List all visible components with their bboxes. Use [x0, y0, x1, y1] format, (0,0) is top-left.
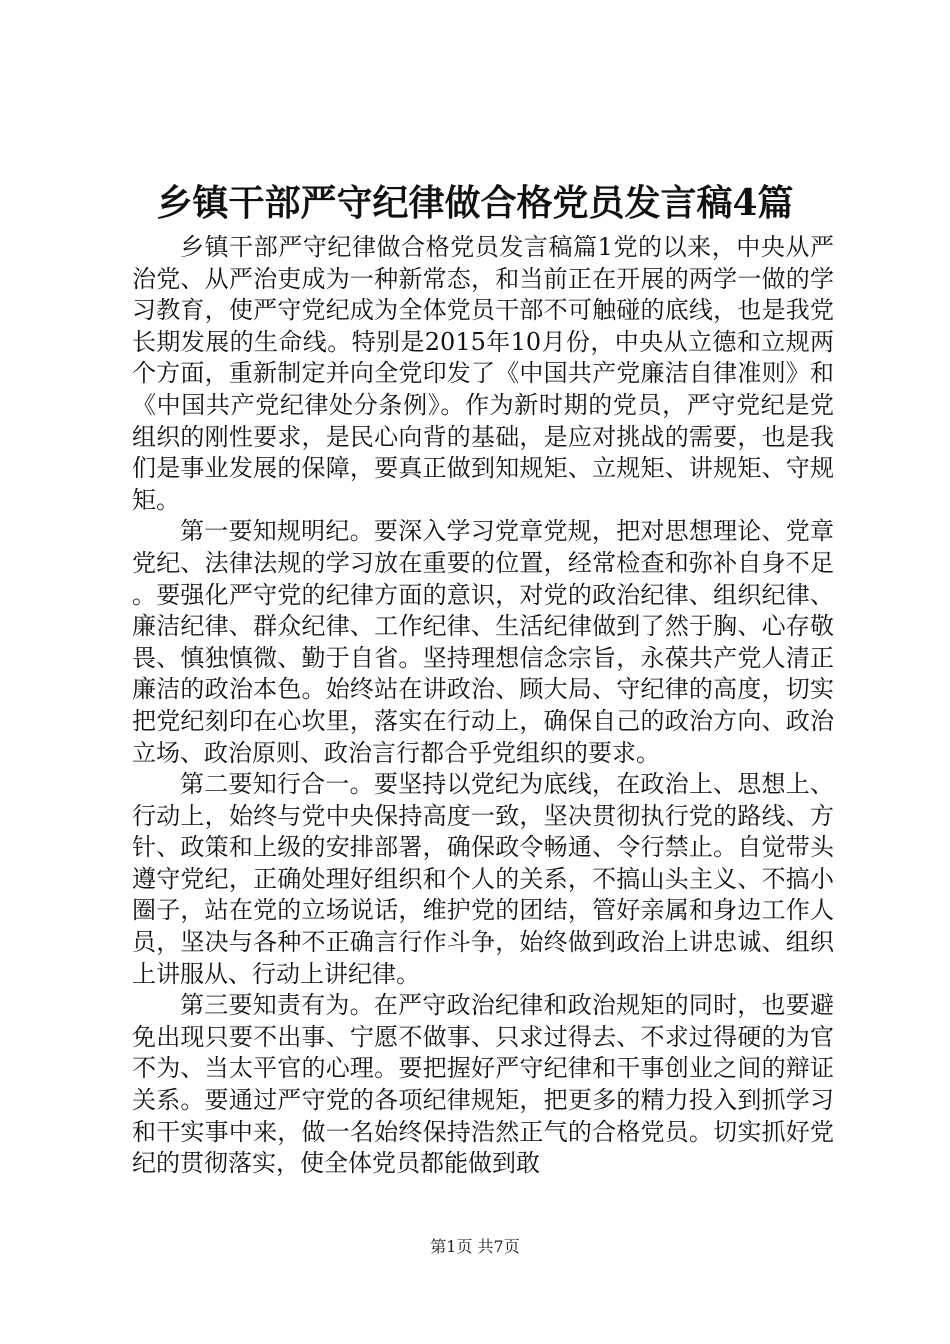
paragraph-3: 第二要知行合一。要坚持以党纪为底线，在政治上、思想上、行动上，始终与党中央保持高度一致，坚决贯彻执行党的路线、方针、政策和上级的安排部署，确保政令畅通、令行禁止。自觉带头遵守党纪，正确处理好组织和个人的关系，不搞山头主义、不搞小圈子，站在党的立场说话，维护党的团结，管好亲属和身边工作人员，坚决与各种不正确言行作斗争，始终做到政治上讲忠诚、组织上讲服从、行动上讲纪律。: [132, 770, 834, 988]
document-body: [132, 232, 834, 1180]
page-footer: 第1页 共7页: [430, 1237, 520, 1256]
paragraph-1: 乡镇干部严守纪律做合格党员发言稿篇1党的以来，中央从严治党、从严治吏成为一种新常态，和当前正在开展的两学一做的学习教育，使严守党纪成为全体党员干部不可触碰的底线，也是我党长期发展的生命线。特别是2015年10月份，中央从立德和立规两个方面，重新制定并向全党印发了《中国共产党廉洁自律准则》和《中国共产党纪律处分条例》。作为新时期的党员，严守党纪是党组织的刚性要求，是民心向背的基础，是应对挑战的需要，也是我们是事业发展的保障，要真正做到知规矩、立规矩、讲规矩、守规矩。: [132, 233, 834, 514]
document-title: 乡镇干部严守纪律做合格党员发言稿4篇: [156, 182, 794, 224]
paragraph-4: 第三要知责有为。在严守政治纪律和政治规矩的同时，也要避免出现只要不出事、宁愿不做事、只求过得去、不求过得硬的为官不为、当太平官的心理。要把握好严守纪律和干事创业之间的辩证关系。要通过严守党的各项纪律规矩，把更多的精力投入到抓学习和干实事中来，做一名始终保持浩然正气的合格党员。切实抓好党纪的贯彻落实，使全体党员都能做到敢: [132, 991, 834, 1178]
paragraph-2: 第一要知规明纪。要深入学习党章党规，把对思想理论、党章党纪、法律法规的学习放在重要的位置，经常检查和弥补自身不足。要强化严守党的纪律方面的意识，对党的政治纪律、组织纪律、廉洁纪律、群众纪律、工作纪律、生活纪律做到了然于胸、心存敬畏、慎独慎微、勤于自省。坚持理想信念宗旨，永葆共产党人清正廉洁的政治本色。始终站在讲政治、顾大局、守纪律的高度，切实把党纪刻印在心坎里，落实在行动上，确保自己的政治方向、政治立场、政治原则、政治言行都合乎党组织的要求。: [132, 517, 834, 767]
